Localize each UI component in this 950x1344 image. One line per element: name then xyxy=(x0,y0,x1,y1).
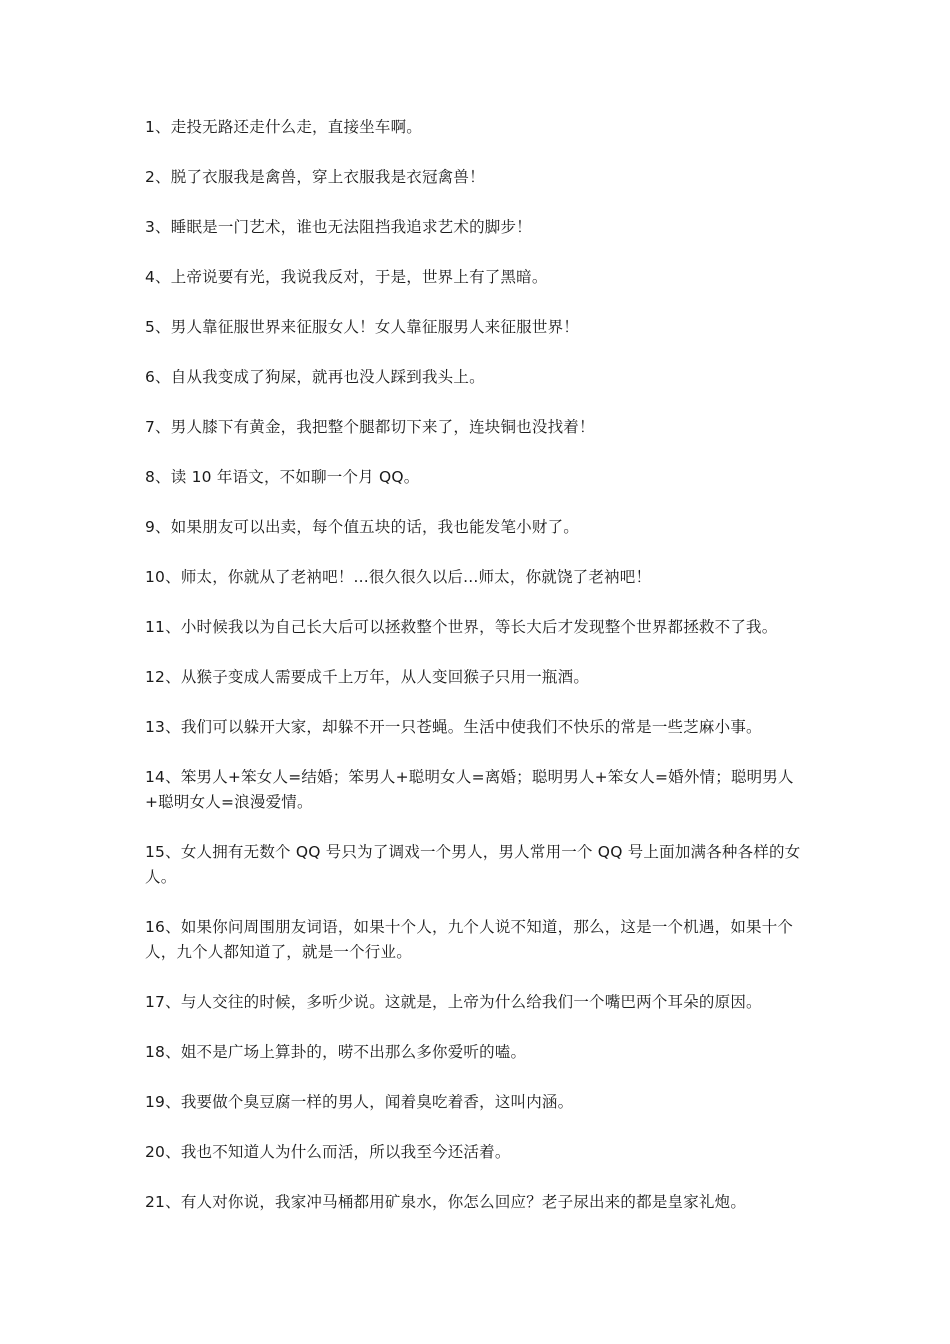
list-item: 20、我也不知道人为什么而活，所以我至今还活着。 xyxy=(145,1143,511,1161)
list-item: 4、上帝说要有光，我说我反对，于是，世界上有了黑暗。 xyxy=(145,268,548,286)
list-item: 8、读 10 年语文，不如聊一个月 QQ。 xyxy=(145,468,420,486)
list-item: 11、小时候我以为自己长大后可以拯救整个世界，等长大后才发现整个世界都拯救不了我。 xyxy=(145,618,778,636)
list-item: 19、我要做个臭豆腐一样的男人，闻着臭吃着香，这叫内涵。 xyxy=(145,1093,574,1111)
list-item: 2、脱了衣服我是禽兽，穿上衣服我是衣冠禽兽！ xyxy=(145,168,485,186)
list-item: 5、男人靠征服世界来征服女人！女人靠征服男人来征服世界！ xyxy=(145,318,579,336)
list-item: 14、笨男人+笨女人=结婚；笨男人+聪明女人=离婚；聪明男人+笨女人=婚外情；聪明男人+聪明女人=浪漫爱情。 xyxy=(145,768,794,811)
list-item: 6、自从我变成了狗屎，就再也没人踩到我头上。 xyxy=(145,368,485,386)
list-item: 7、男人膝下有黄金，我把整个腿都切下来了，连块铜也没找着！ xyxy=(145,418,595,436)
list-item: 12、从猴子变成人需要成千上万年，从人变回猴子只用一瓶酒。 xyxy=(145,668,590,686)
list-item: 10、师太，你就从了老衲吧！...很久很久以后...师太，你就饶了老衲吧！ xyxy=(145,568,652,586)
list-item: 17、与人交往的时候，多听少说。这就是，上帝为什么给我们一个嘴巴两个耳朵的原因。 xyxy=(145,993,762,1011)
list-item: 13、我们可以躲开大家，却躲不开一只苍蝇。生活中使我们不快乐的常是一些芝麻小事。 xyxy=(145,718,762,736)
list-item: 16、如果你问周围朋友词语，如果十个人，九个人说不知道，那么，这是一个机遇，如果十个人，九个人都知道了，就是一个行业。 xyxy=(145,918,794,961)
list-item: 15、女人拥有无数个 QQ 号只为了调戏一个男人，男人常用一个 QQ 号上面加满各种各样的女人。 xyxy=(145,843,801,886)
list-item: 18、姐不是广场上算卦的，唠不出那么多你爱听的嗑。 xyxy=(145,1043,527,1061)
list-item: 3、睡眠是一门艺术，谁也无法阻挡我追求艺术的脚步！ xyxy=(145,218,532,236)
list-item: 1、走投无路还走什么走，直接坐车啊。 xyxy=(145,118,422,136)
list-item: 21、有人对你说，我家冲马桶都用矿泉水，你怎么回应？老子尿出来的都是皇家礼炮。 xyxy=(145,1193,747,1211)
joke-list xyxy=(145,115,813,1240)
list-item: 9、如果朋友可以出卖，每个值五块的话，我也能发笔小财了。 xyxy=(145,518,579,536)
